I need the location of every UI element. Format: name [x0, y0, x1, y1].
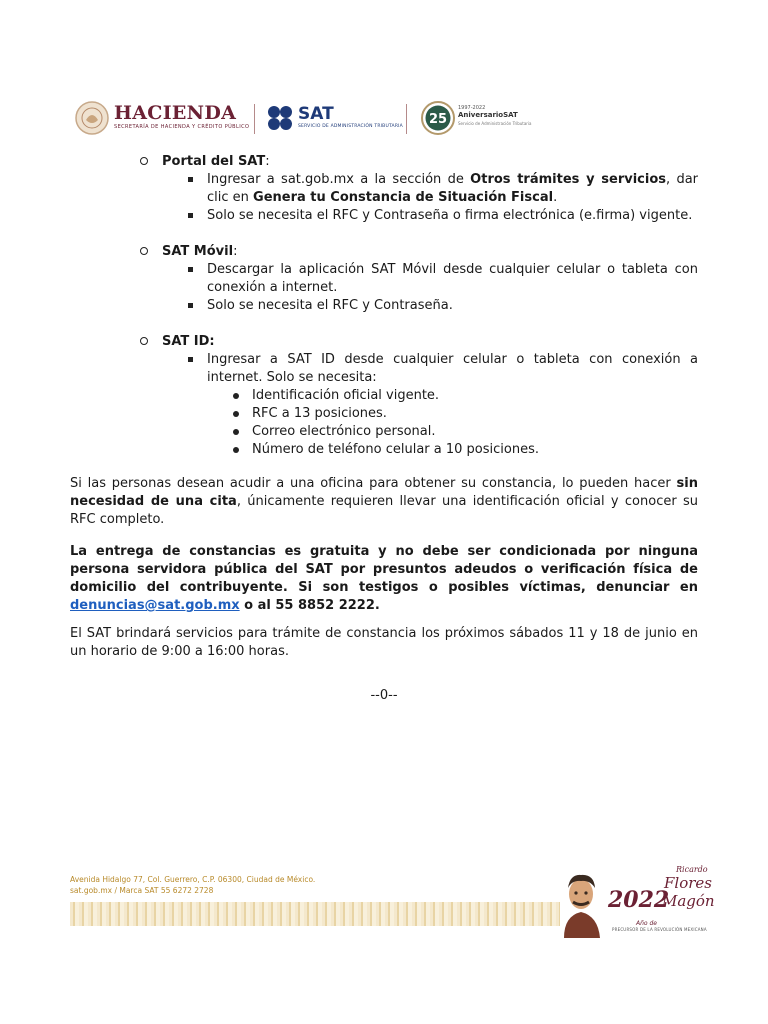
hollow-bullet-icon — [140, 247, 148, 255]
hacienda-logo-title: HACIENDA — [114, 102, 237, 124]
sat-logo-icon — [266, 104, 294, 132]
anniversary-subtitle: Servicio de Administración Tributaria — [458, 121, 532, 126]
document-body — [70, 153, 698, 705]
round-bullet-icon — [233, 429, 239, 435]
sat-logo-title: SAT — [298, 104, 334, 124]
section-heading: Portal del SAT: — [70, 153, 698, 171]
anniversary-label: AniversarioSAT — [458, 111, 518, 119]
round-bullet-icon — [233, 393, 239, 399]
anniversary-badge-icon — [420, 100, 456, 136]
end-mark: --0-- — [370, 688, 398, 703]
sub-list-item: Identificación oficial vigente. — [70, 387, 698, 405]
list-item: Ingresar a SAT ID desde cualquier celular o tableta con conexión a internet. Solo se necesita: — [70, 351, 698, 387]
section-heading: SAT Móvil: — [70, 243, 698, 261]
square-bullet-icon — [188, 213, 193, 218]
commemorative-year: 2022 — [608, 887, 670, 913]
list-item: Descargar la aplicación SAT Móvil desde cualquier celular o tableta con conexión a internet. — [70, 261, 698, 297]
footer-address: Avenida Hidalgo 77, Col. Guerrero, C.P. 06300, Ciudad de México. sat.gob.mx / Marca SAT 55 6272 2728 — [70, 875, 316, 895]
hacienda-logo-subtitle: SECRETARÍA DE HACIENDA Y CRÉDITO PÚBLICO — [114, 124, 250, 130]
flores-magon-portrait-icon — [556, 866, 606, 938]
commemorative-year-label: Año de — [636, 920, 657, 927]
square-bullet-icon — [188, 303, 193, 308]
round-bullet-icon — [233, 447, 239, 453]
commemorative-surname-1: Flores — [664, 874, 712, 892]
hollow-bullet-icon — [140, 337, 148, 345]
schedule-paragraph: El SAT brindará servicios para trámite de constancia los próximos sábados 11 y 18 de junio en un horario de 9:00 a 16:00 horas. — [70, 626, 698, 659]
square-bullet-icon — [188, 177, 193, 182]
free-service-paragraph: La entrega de constancias es gratuita y no debe ser condicionada por ninguna persona servidora pública del SAT por presuntos adeudos o verificación física de domicilio del contribuyente. Si son testigos o posibles víctimas, denunciar en denuncias@sat.gob.mx o al 55 8852 2222. — [70, 544, 698, 613]
sub-list-item: Número de teléfono celular a 10 posiciones. — [70, 441, 698, 459]
office-visit-paragraph: Si las personas desean acudir a una oficina para obtener su constancia, lo pueden hacer sin necesidad de una cita, únicamente requieren llevar una identificación oficial y conocer su RFC completo. — [70, 476, 698, 527]
sat-logo-subtitle: SERVICIO DE ADMINISTRACIÓN TRIBUTARIA — [298, 124, 403, 129]
anniversary-years: 1997-2022 — [458, 105, 486, 111]
sub-list-item: Correo electrónico personal. — [70, 423, 698, 441]
anniversary-number: 25 — [428, 112, 448, 127]
footer-decorative-band — [70, 902, 560, 926]
commemorative-subtitle: PRECURSOR DE LA REVOLUCIÓN MEXICANA — [612, 927, 707, 932]
commemorative-surname-2: Magón — [662, 892, 715, 910]
section-heading: SAT ID: — [70, 333, 698, 351]
header-divider — [406, 104, 407, 134]
square-bullet-icon — [188, 357, 193, 362]
header-divider — [254, 104, 255, 134]
list-item: Ingresar a sat.gob.mx a la sección de Otros trámites y servicios, dar clic en Genera tu Constancia de Situación Fiscal. — [70, 171, 698, 207]
square-bullet-icon — [188, 267, 193, 272]
sub-list-item: RFC a 13 posiciones. — [70, 405, 698, 423]
complaints-email-link[interactable]: denuncias@sat.gob.mx — [70, 598, 240, 613]
hollow-bullet-icon — [140, 157, 148, 165]
round-bullet-icon — [233, 411, 239, 417]
letterhead — [74, 96, 694, 144]
list-item: Solo se necesita el RFC y Contraseña o firma electrónica (e.firma) vigente. — [70, 207, 698, 225]
hacienda-seal-icon — [74, 100, 110, 136]
list-item: Solo se necesita el RFC y Contraseña. — [70, 297, 698, 315]
commemorative-first-name: Ricardo — [676, 865, 708, 874]
